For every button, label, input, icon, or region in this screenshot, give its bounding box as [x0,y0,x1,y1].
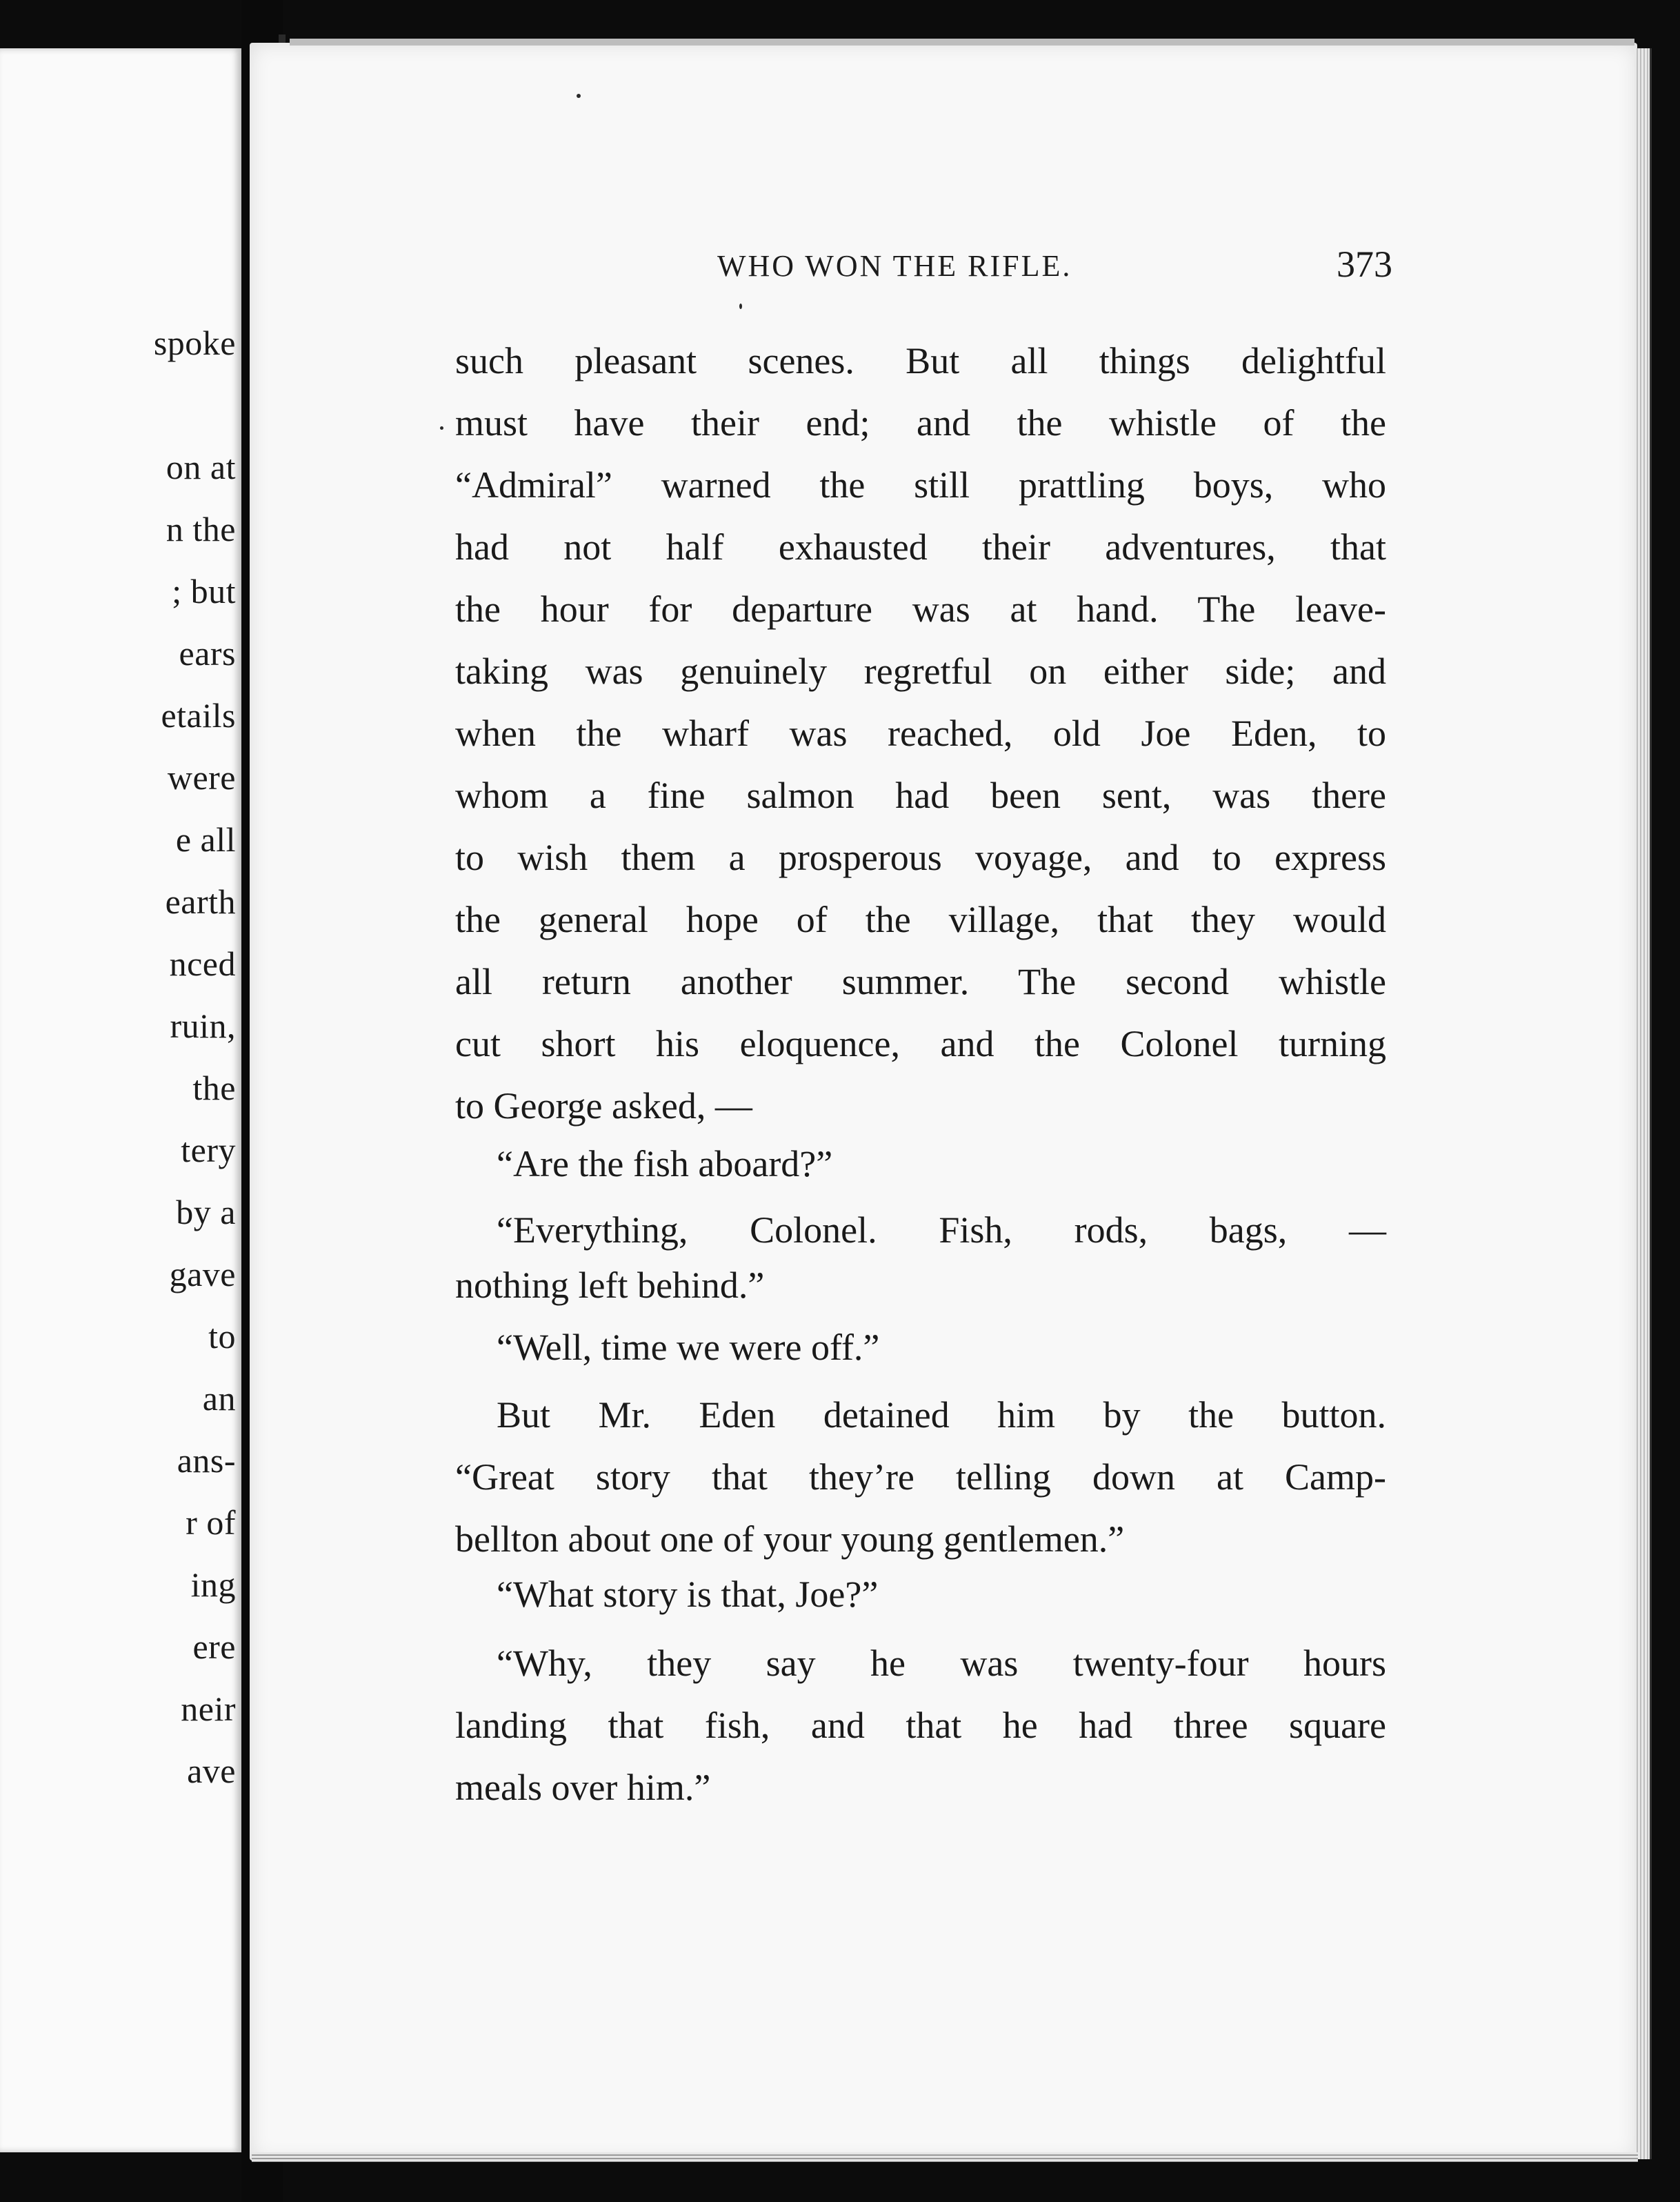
text-line: when the wharf was reached, old Joe Eden, to [455,713,1386,754]
text-line: “Are the fish aboard?” [497,1143,833,1184]
text-line: nothing left behind.” [455,1264,765,1306]
text-line: cut short his eloquence, and the Colonel turning [455,1023,1386,1064]
scan-speck [440,426,443,430]
left-page-fragment: ears [179,634,236,673]
text-line: must have their end; and the whistle of the [455,402,1386,444]
left-page-fragment: nced [169,944,236,983]
left-page-fragment: earth [165,882,236,921]
left-page-fragment: were [167,758,236,797]
text-line: all return another summer. The second whistle [455,961,1386,1002]
text-line: the hour for departure was at hand. The leave- [455,588,1386,630]
text-line: But Mr. Eden detained him by the button. [497,1394,1386,1436]
scan-speck [739,304,742,309]
text-line: “Why, they say he was twenty-four hours [497,1643,1386,1684]
text-line: “What story is that, Joe?” [497,1574,879,1615]
left-page-fragment: r of [186,1503,236,1542]
text-line: “Everything, Colonel. Fish, rods, bags, — [497,1209,1386,1251]
text-line: landing that fish, and that he had three square [455,1705,1386,1746]
left-page-fragment: ruin, [170,1006,236,1045]
text-line: to wish them a prosperous voyage, and to express [455,837,1386,878]
left-page-fragment: e all [175,820,236,859]
left-page-fragment: ere [192,1627,236,1666]
left-page-fragment: ans- [177,1441,236,1480]
left-page-fragment: neir [181,1689,236,1728]
text-line: meals over him.” [455,1767,711,1808]
left-page-fragment: to [208,1317,236,1356]
page-top-edge [290,39,1634,46]
left-page-fragment: an [202,1379,236,1418]
left-page-fragment: n the [166,510,236,548]
left-page-fragment: ing [190,1565,236,1604]
scan-speck [577,94,581,98]
page-stack-edge [1634,48,1652,2159]
text-line: “Admiral” warned the still prattling boys, who [455,464,1386,506]
left-facing-page [0,48,241,2152]
left-page-fragment: gave [169,1255,236,1293]
text-line: bellton about one of your young gentlemen.” [455,1518,1125,1560]
left-page-fragment: the [192,1069,236,1107]
text-line: such pleasant scenes. But all things delightful [455,340,1386,381]
text-line: taking was genuinely regretful on either side; and [455,651,1386,692]
left-page-fragment: etails [161,696,236,735]
text-line: whom a fine salmon had been sent, was there [455,775,1386,816]
text-line: had not half exhausted their adventures, that [455,526,1386,568]
text-line: “Well, time we were off.” [497,1327,880,1368]
text-line: to George asked, — [455,1085,752,1127]
page-bottom-edge [252,2152,1638,2162]
left-page-fragment: by a [176,1193,236,1231]
left-page-fragment: tery [181,1131,236,1169]
left-page-fragment: spoke [153,324,236,362]
left-page-fragment: ; but [172,572,236,611]
page-number: 373 [1337,244,1392,285]
text-line: “Great story that they’re telling down at Camp- [455,1456,1386,1498]
left-page-fragment: on at [166,448,236,486]
left-page-fragment: ave [187,1752,236,1790]
running-head: WHO WON THE RIFLE. [717,249,1072,283]
text-line: the general hope of the village, that they would [455,899,1386,940]
